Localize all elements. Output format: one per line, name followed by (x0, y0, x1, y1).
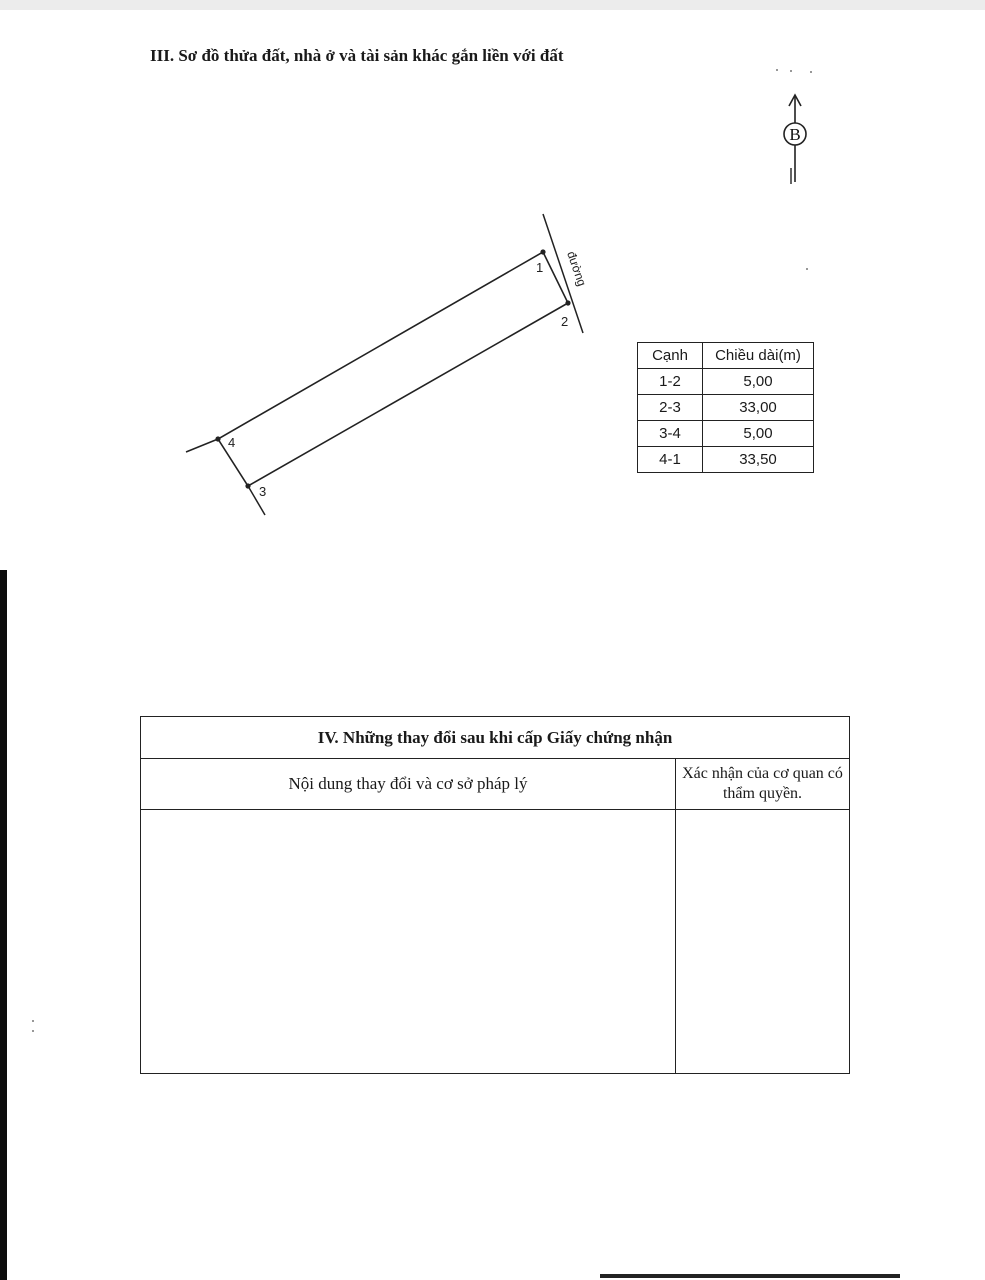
section-iii-title: III. Sơ đồ thửa đất, nhà ở và tài sản khác gắn liền với đất (150, 46, 564, 65)
confirmation-cell-empty (676, 810, 849, 1073)
vertex-label: 3 (259, 484, 267, 499)
column-header-length: Chiều dài(m) (703, 343, 814, 369)
vertex-marker (245, 483, 250, 488)
compass-letter: B (789, 125, 801, 144)
road-label: đường (564, 249, 590, 288)
edge-cell: 1-2 (638, 369, 703, 395)
vertex-marker (540, 249, 545, 254)
column-header-content-label: Nội dung thay đổi và cơ sở pháp lý (288, 774, 528, 793)
vertex-label: 2 (561, 314, 569, 329)
scan-bottom-edge (600, 1274, 900, 1278)
edge-length-table (637, 342, 814, 473)
table-row (638, 447, 814, 473)
scan-speck (32, 1030, 34, 1032)
column-header-confirmation (676, 759, 849, 810)
table-row (638, 369, 814, 395)
vertex-marker (215, 436, 220, 441)
changes-table (140, 716, 850, 1074)
section-iv-title: IV. Những thay đổi sau khi cấp Giấy chứng nhận (141, 717, 849, 759)
edge-cell: 4-1 (638, 447, 703, 473)
land-plot-diagram (0, 0, 985, 600)
table-header-row (638, 343, 814, 369)
extension-line (186, 439, 218, 452)
vertex-marker (565, 300, 570, 305)
content-cell-empty (141, 810, 676, 1073)
column-header-edge: Cạnh (638, 343, 703, 369)
vertex-label: 1 (536, 260, 544, 275)
vertex-label: 4 (228, 435, 236, 450)
table-row (638, 395, 814, 421)
column-header-confirmation-label: Xác nhận của cơ quan có thẩm quyền. (682, 765, 843, 802)
column-header-content (141, 759, 676, 810)
scan-speck (32, 1020, 34, 1022)
edge-cell: 3-4 (638, 421, 703, 447)
length-cell: 33,50 (703, 447, 814, 473)
scan-left-edge (0, 570, 7, 1280)
table-row (638, 421, 814, 447)
length-cell: 33,00 (703, 395, 814, 421)
edge-cell: 2-3 (638, 395, 703, 421)
length-cell: 5,00 (703, 369, 814, 395)
plot-boundary (218, 252, 568, 486)
length-cell: 5,00 (703, 421, 814, 447)
